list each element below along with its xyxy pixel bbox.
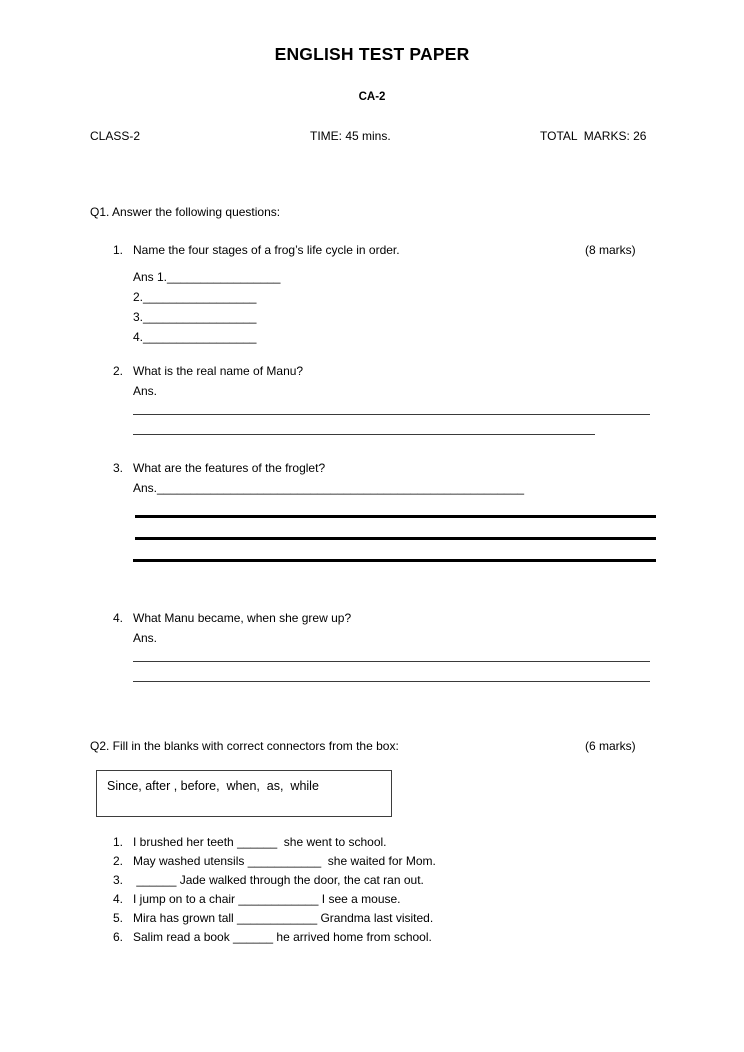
- connectors-word-box: [96, 770, 392, 817]
- q2-item-1-text[interactable]: I brushed her teeth ______ she went to school.: [133, 835, 387, 849]
- q1-item-2-text: What is the real name of Manu?: [133, 364, 304, 378]
- q2-item-5-number: 5.: [113, 911, 124, 925]
- q1-item-3-answer-label[interactable]: Ans._______________________________________________________: [133, 481, 525, 495]
- time-label: TIME: 45 mins.: [310, 129, 391, 143]
- q2-item-6-text[interactable]: Salim read a book ______ he arrived home from school.: [133, 930, 432, 944]
- q1-item-1-answer-blank-2[interactable]: 2._________________: [133, 290, 257, 304]
- q2-item-2-text[interactable]: May washed utensils ___________ she waited for Mom.: [133, 854, 436, 868]
- q1-item-3-answer-rule-1[interactable]: [135, 515, 656, 518]
- q2-item-5-text[interactable]: Mira has grown tall ____________ Grandma last visited.: [133, 911, 434, 925]
- exam-meta-row: [90, 129, 684, 145]
- q2-item-6-number: 6.: [113, 930, 124, 944]
- class-label: CLASS-2: [90, 129, 141, 143]
- q2-item-2-number: 2.: [113, 854, 124, 868]
- q1-item-1-answer-blank-1[interactable]: Ans 1._________________: [133, 270, 281, 284]
- q1-item-1-answer-blank-3[interactable]: 3._________________: [133, 310, 257, 324]
- q1-item-1-answer-blank-4[interactable]: 4._________________: [133, 330, 257, 344]
- total-marks-label: TOTAL MARKS: 26: [540, 129, 647, 143]
- q1-item-3-answer-rule-3[interactable]: [133, 559, 656, 562]
- q2-item-1-number: 1.: [113, 835, 124, 849]
- q1-item-4-answer-label: Ans.: [133, 631, 158, 645]
- q1-item-2-answer-label: Ans.: [133, 384, 158, 398]
- q1-item-4-number: 4.: [113, 611, 124, 625]
- q1-item-3-number: 3.: [113, 461, 124, 475]
- q1-item-4-text: What Manu became, when she grew up?: [133, 611, 352, 625]
- q1-item-4-answer-rule-1[interactable]: [133, 661, 650, 662]
- q2-item-3-text[interactable]: ______ Jade walked through the door, the cat ran out.: [133, 873, 424, 887]
- q2-marks: (6 marks): [585, 739, 636, 753]
- q2-item-4-number: 4.: [113, 892, 124, 906]
- q2-heading: Q2. Fill in the blanks with correct connectors from the box:: [90, 739, 399, 753]
- q1-item-2-answer-rule-2[interactable]: [133, 434, 595, 435]
- q1-item-2-number: 2.: [113, 364, 124, 378]
- assessment-code: CA-2: [358, 91, 386, 103]
- page-title: ENGLISH TEST PAPER: [274, 44, 470, 64]
- q1-item-2-answer-rule-1[interactable]: [133, 414, 650, 415]
- q1-heading: Q1. Answer the following questions:: [90, 205, 281, 219]
- q1-item-1-text: Name the four stages of a frog’s life cycle in order.: [133, 243, 400, 257]
- q1-item-4-answer-rule-2[interactable]: [133, 681, 650, 682]
- connectors-word-box-text: Since, after , before, when, as, while: [107, 779, 319, 793]
- q1-item-3-text: What are the features of the froglet?: [133, 461, 326, 475]
- q1-item-1-number: 1.: [113, 243, 124, 257]
- q1-item-3-answer-rule-2[interactable]: [135, 537, 656, 540]
- q2-item-3-number: 3.: [113, 873, 124, 887]
- q1-marks: (8 marks): [585, 243, 636, 257]
- q2-item-4-text[interactable]: I jump on to a chair ____________ I see a mouse.: [133, 892, 401, 906]
